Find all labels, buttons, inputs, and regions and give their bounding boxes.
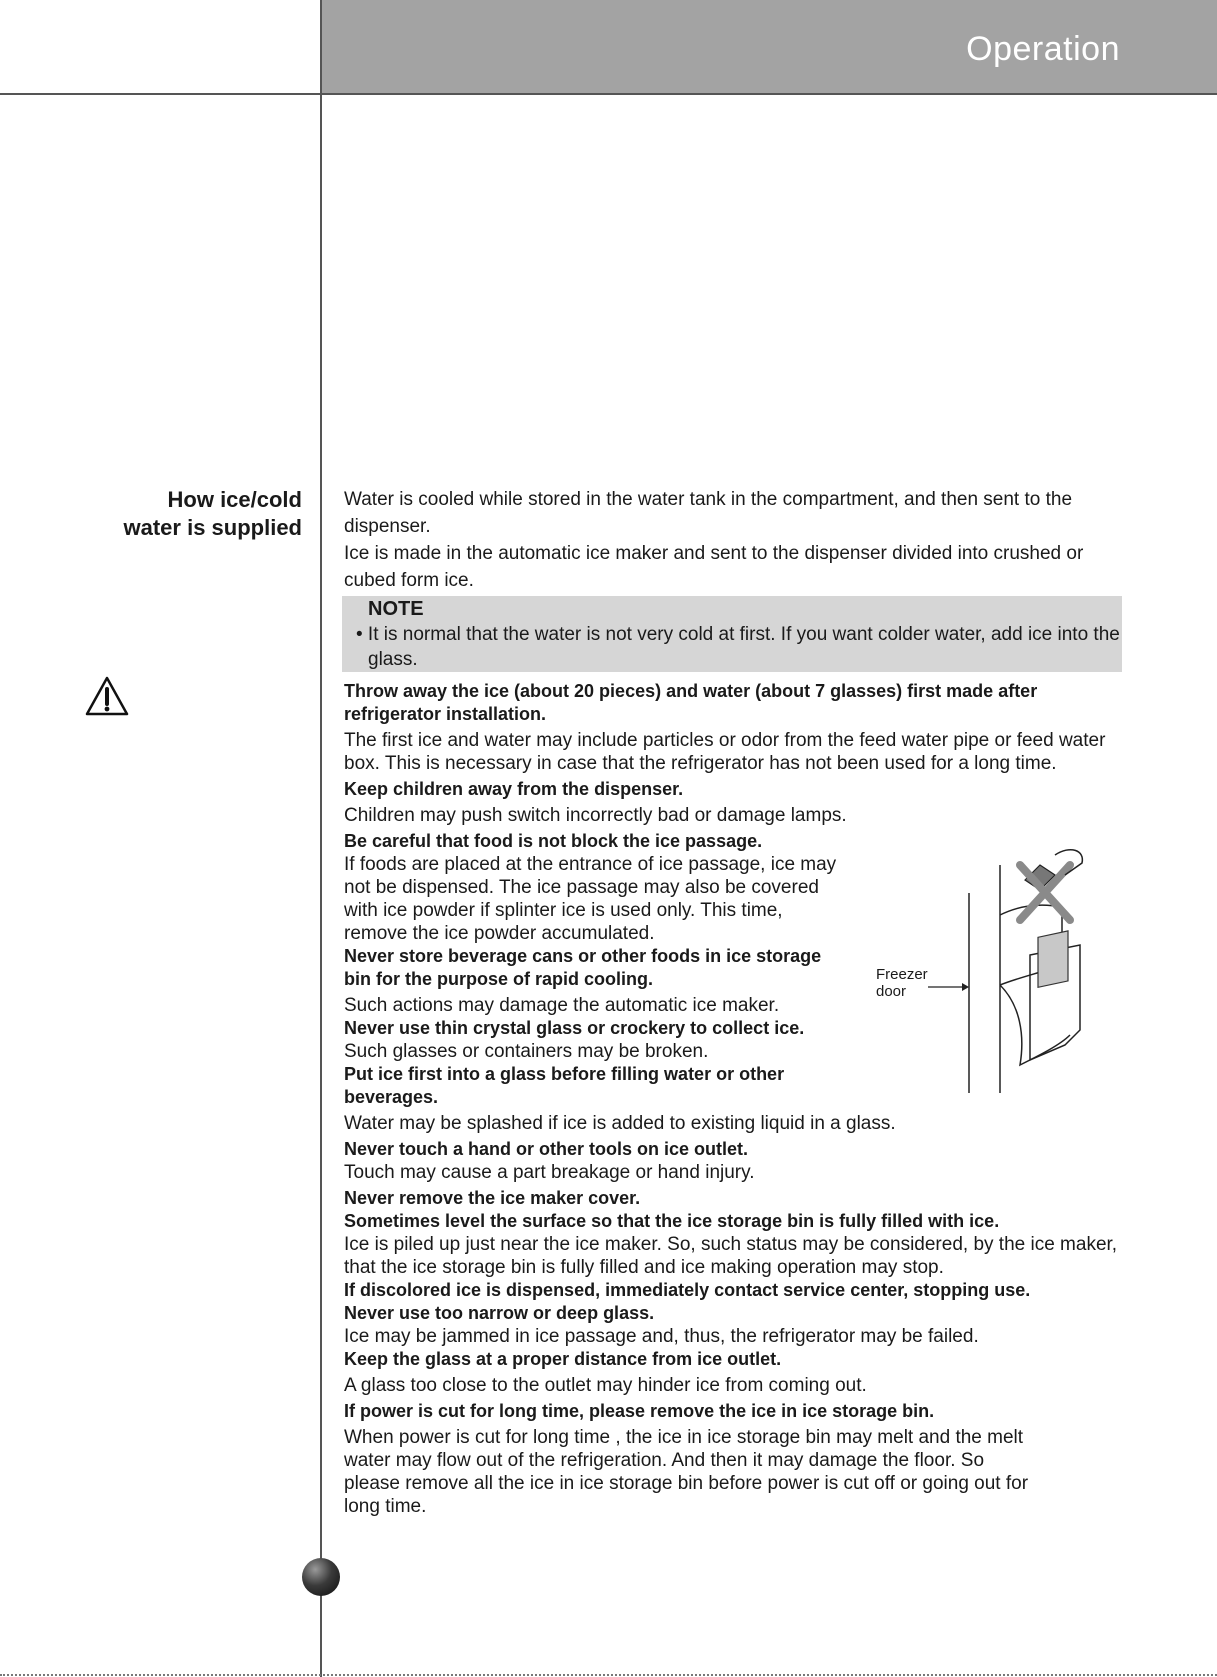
warning-text: The first ice and water may include particles or odor from the feed water pipe or feed water box. This is necessary in case that the refrigerator has not been used for a long time. <box>344 730 1106 774</box>
warning-text: Such actions may damage the automatic ice maker. <box>344 995 780 1016</box>
figure-label-line1: Freezer <box>876 966 928 983</box>
warning-heading: Keep children away from the dispenser. <box>344 779 684 799</box>
section-title-line2: water is supplied <box>123 515 302 540</box>
warning-text: Touch may cause a part breakage or hand injury. <box>344 1162 755 1183</box>
warning-heading: Sometimes level the surface so that the ice storage bin is fully filled with ice. <box>344 1211 1000 1231</box>
warning-text: Water may be splashed if ice is added to existing liquid in a glass. <box>344 1113 896 1134</box>
warning-heading: Throw away the ice (about 20 pieces) and water (about 7 glasses) first made after refrigerator installation. <box>344 681 1038 724</box>
warning-text: When power is cut for long time , the ice in ice storage bin may melt and the melt water may flow out of the refrigeration. And then it may damage the floor. So please remove all the ice in ice storage bin before power is cut off or going out for long time. <box>344 1427 1029 1517</box>
note-text: • It is normal that the water is not very cold at first. If you want colder water, add ice into the glass. <box>356 624 1120 670</box>
warning-text: If foods are placed at the entrance of ice passage, ice may not be dispensed. The ice passage may also be covered with ice powder if splinter ice is used only. This time, remove the ice powder accumulated. <box>344 854 837 944</box>
warning-text: Children may push switch incorrectly bad or damage lamps. <box>344 805 847 826</box>
warning-heading: Keep the glass at a proper distance from ice outlet. <box>344 1349 782 1369</box>
warning-text: Such glasses or containers may be broken. <box>344 1041 709 1062</box>
warning-heading: Never use too narrow or deep glass. <box>344 1303 655 1323</box>
warning-text: Ice is piled up just near the ice maker. So, such status may be considered, by the ice maker, that the ice storage bin is fully filled and ice making operation may stop. <box>344 1234 1118 1278</box>
warning-heading: Be careful that food is not block the ice passage. <box>344 831 763 851</box>
intro-text <box>344 486 1124 594</box>
page-title: Operation <box>966 30 1120 68</box>
warning-text: A glass too close to the outlet may hinder ice from coming out. <box>344 1375 867 1396</box>
warning-heading: If discolored ice is dispensed, immediately contact service center, stopping use. <box>344 1280 1031 1300</box>
section-title-line1: How ice/cold <box>167 487 302 512</box>
warning-heading: Put ice first into a glass before filling water or other beverages. <box>344 1064 785 1107</box>
freezer-door-label <box>876 966 928 1000</box>
warning-triangle-icon <box>84 675 130 717</box>
warning-heading: Never remove the ice maker cover. <box>344 1188 641 1208</box>
column-divider <box>320 0 322 1677</box>
bottom-divider <box>0 1674 1217 1676</box>
warning-text: Ice may be jammed in ice passage and, thus, the refrigerator may be failed. <box>344 1326 979 1347</box>
intro-paragraph: Ice is made in the automatic ice maker and sent to the dispenser divided into crushed or cubed form ice. <box>344 543 1084 591</box>
note-box <box>342 596 1122 672</box>
page-dot-icon <box>302 1558 340 1596</box>
warning-heading: Never use thin crystal glass or crockery to collect ice. <box>344 1018 805 1038</box>
intro-paragraph: Water is cooled while stored in the water tank in the compartment, and then sent to the dispenser. <box>344 489 1073 537</box>
warning-heading: Never store beverage cans or other foods in ice storage bin for the purpose of rapid cooling. <box>344 946 822 989</box>
figure-label-line2: door <box>876 983 907 1000</box>
header-band <box>321 0 1217 94</box>
warning-heading: Never touch a hand or other tools on ice outlet. <box>344 1139 749 1159</box>
warning-heading: If power is cut for long time, please remove the ice in ice storage bin. <box>344 1401 935 1421</box>
note-title: NOTE <box>368 598 424 620</box>
header-divider <box>0 93 1217 95</box>
section-title <box>42 486 302 542</box>
